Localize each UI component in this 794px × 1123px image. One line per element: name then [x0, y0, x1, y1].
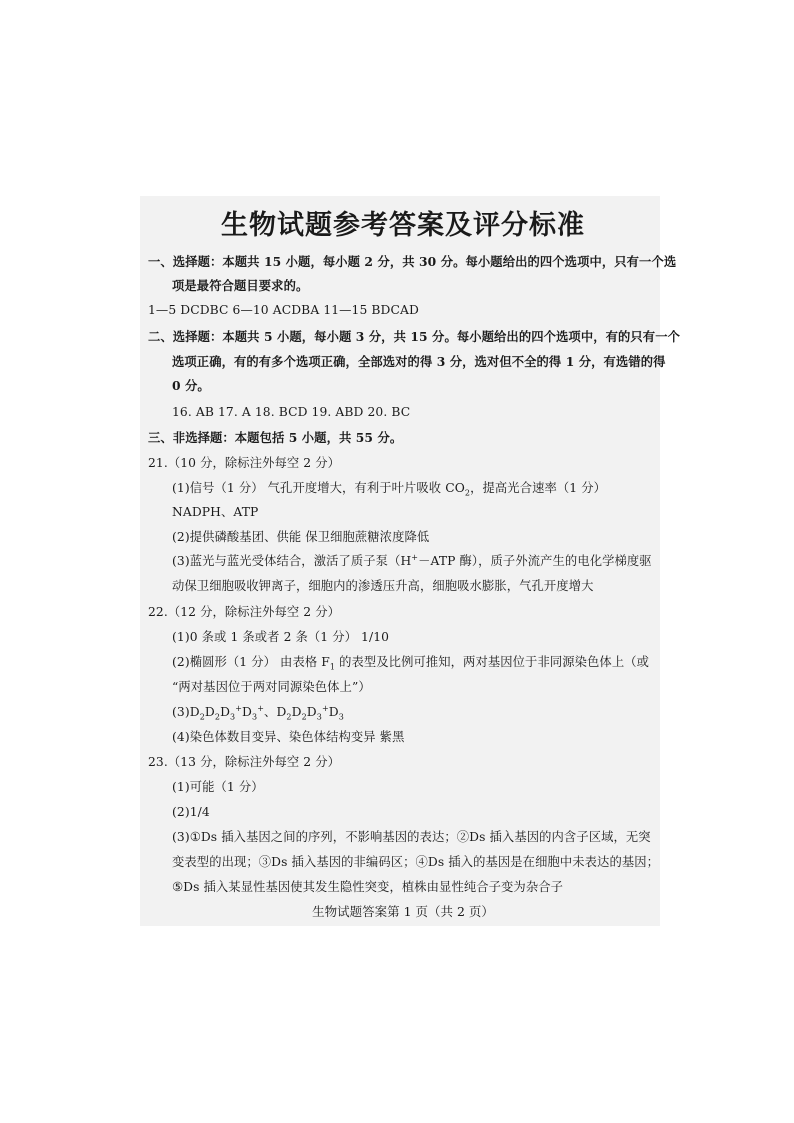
q22-heading: 22.（12 分，除标注外每空 2 分） [148, 605, 341, 619]
q21-answer-3-cont: 动保卫细胞吸收钾离子，细胞内的渗透压升高，细胞吸水膨胀，气孔开度增大 [172, 579, 594, 593]
q22-answer-2: (2)椭圆形（1 分） 由表格 $F_1$ 的表型及比例可推知，两对基因位于非同源染色体上（或 [172, 655, 650, 672]
q22-answer-4: (4)染色体数目变异、染色体结构变异 紫黑 [172, 730, 405, 744]
section1-instructions: 一、选择题：本题共 15 小题，每小题 2 分，共 30 分。每小题给出的四个选项中，只有一个选 [148, 254, 677, 269]
q22-answer-2-cont: “两对基因位于两对同源染色体上”） [172, 680, 371, 694]
q23-answer-3-end: ⑤Ds 插入某显性基因使其发生隐性突变，植株由显性纯合子变为杂合子 [172, 880, 564, 894]
q21-answer-3: (3)蓝光与蓝光受体结合，激活了质子泵（H+－ATP 酶），质子外流产生的电化学梯度驱 [172, 552, 652, 568]
section1-answers: 1—5 DCDBC 6—10 ACDBA 11—15 BDCAD [148, 303, 419, 317]
q22-answer-1: (1)0 条或 1 条或者 2 条（1 分） 1/10 [172, 630, 390, 644]
page-title: 生物试题参考答案及评分标准 [221, 210, 585, 241]
page-footer: 生物试题答案第 1 页（共 2 页） [312, 904, 494, 919]
q21-answer-1-cont: NADPH、ATP [172, 505, 259, 519]
q23-answer-1: (1)可能（1 分） [172, 780, 264, 794]
q21-answer-2: (2)提供磷酸基团、供能 保卫细胞蔗糖浓度降低 [172, 530, 430, 544]
section1-instructions-cont: 项是最符合题目要求的。 [172, 278, 309, 293]
q21-heading: 21.（10 分，除标注外每空 2 分） [148, 456, 341, 470]
q22-answer-3: $(3)D_2D_2D_3^+D_3^+$、$D_2D_2D_3^+D_3$ [172, 703, 344, 722]
section3-instructions: 三、非选择题：本题包括 5 小题，共 55 分。 [148, 430, 403, 445]
q23-answer-2: (2)1/4 [172, 805, 210, 819]
q21-answer-1: (1)信号（1 分） 气孔开度增大，有利于叶片吸收 $CO_2$，提高光合速率（1 分） [172, 481, 607, 498]
q23-answer-3: (3)①Ds 插入基因之间的序列，不影响基因的表达；②Ds 插入基因的内含子区域，无突 [172, 830, 651, 844]
section2-answers: 16. AB 17. A 18. BCD 19. ABD 20. BC [172, 405, 411, 419]
section2-instructions-end: 0 分。 [172, 378, 210, 393]
section2-instructions-cont: 选项正确，有的有多个选项正确，全部选对的得 3 分，选对但不全的得 1 分，有选错的得 [172, 354, 666, 369]
q23-heading: 23.（13 分，除标注外每空 2 分） [148, 755, 341, 769]
q23-answer-3-cont: 变表型的出现；③Ds 插入基因的非编码区；④Ds 插入的基因是在细胞中未表达的基因； [172, 855, 660, 869]
section2-instructions: 二、选择题：本题共 5 小题，每小题 3 分，共 15 分。每小题给出的四个选项中，有的只有一个 [148, 329, 680, 344]
